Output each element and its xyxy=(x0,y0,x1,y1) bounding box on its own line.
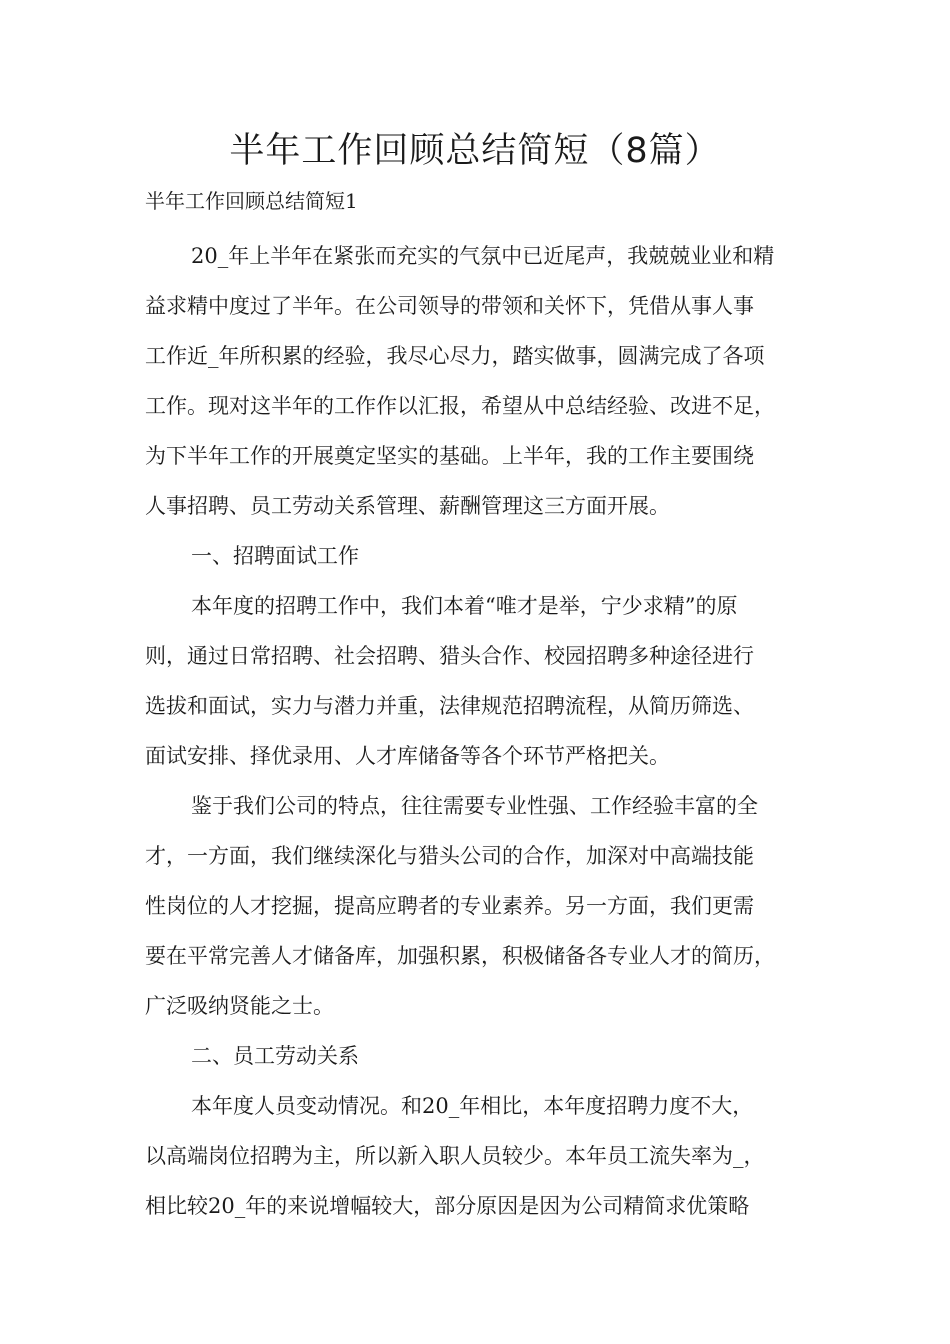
paragraph-line: 一、招聘面试工作 xyxy=(191,544,359,568)
paragraph-line: 人事招聘、员工劳动关系管理、薪酬管理这三方面开展。 xyxy=(145,494,670,518)
paragraph xyxy=(145,1081,825,1231)
paragraph xyxy=(145,531,825,581)
paragraph xyxy=(145,781,825,1031)
paragraph-line: 才，一方面，我们继续深化与猎头公司的合作，加深对中高端技能 xyxy=(145,844,754,868)
paragraph-line: 本年度人员变动情况。和20_年相比，本年度招聘力度不大， xyxy=(191,1094,754,1118)
paragraph xyxy=(145,231,825,531)
paragraph-line: 选拔和面试，实力与潜力并重，法律规范招聘流程，从简历筛选、 xyxy=(145,694,754,718)
paragraph-line: 广泛吸纳贤能之士。 xyxy=(145,994,334,1018)
paragraph-line: 工作近_年所积累的经验，我尽心尽力，踏实做事，圆满完成了各项 xyxy=(145,344,765,368)
paragraph-line: 要在平常完善人才储备库，加强积累，积极储备各专业人才的简历， xyxy=(145,944,775,968)
paragraph-line: 面试安排、择优录用、人才库储备等各个环节严格把关。 xyxy=(145,744,670,768)
paragraph-line: 则，通过日常招聘、社会招聘、猎头合作、校园招聘多种途径进行 xyxy=(145,644,754,668)
paragraph xyxy=(145,581,825,781)
document-body xyxy=(145,231,825,1231)
paragraph-line: 性岗位的人才挖掘，提高应聘者的专业素养。另一方面，我们更需 xyxy=(145,894,754,918)
paragraph-line: 二、员工劳动关系 xyxy=(191,1044,359,1068)
paragraph-line: 20_年上半年在紧张而充实的气氛中已近尾声，我兢兢业业和精 xyxy=(191,244,775,268)
paragraph-line: 鉴于我们公司的特点，往往需要专业性强、工作经验丰富的全 xyxy=(191,794,758,818)
paragraph-line: 以高端岗位招聘为主，所以新入职人员较少。本年员工流失率为_， xyxy=(145,1144,765,1168)
paragraph-line: 本年度的招聘工作中，我们本着“唯才是举，宁少求精”的原 xyxy=(191,594,738,618)
document-title: 半年工作回顾总结简短（8篇） xyxy=(229,131,721,171)
paragraph-line: 相比较20_年的来说增幅较大，部分原因是因为公司精简求优策略 xyxy=(145,1194,750,1218)
paragraph-line: 为下半年工作的开展奠定坚实的基础。上半年，我的工作主要围绕 xyxy=(145,444,754,468)
paragraph-line: 工作。现对这半年的工作作以汇报，希望从中总结经验、改进不足， xyxy=(145,394,775,418)
document-subtitle: 半年工作回顾总结简短1 xyxy=(145,189,358,213)
paragraph-line: 益求精中度过了半年。在公司领导的带领和关怀下，凭借从事人事 xyxy=(145,294,754,318)
paragraph xyxy=(145,1031,825,1081)
